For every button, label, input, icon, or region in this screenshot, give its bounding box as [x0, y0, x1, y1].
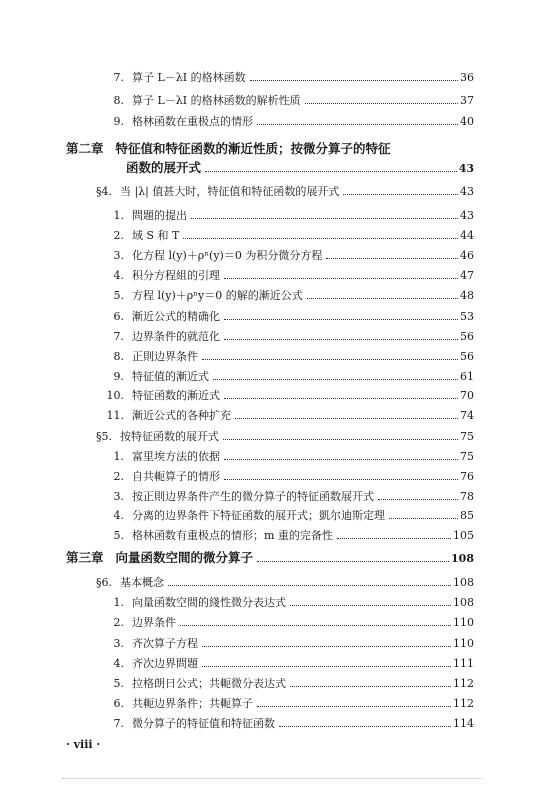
page-number: 108	[453, 596, 474, 609]
entry-title: 算子 L－λI 的格林函数的解析性质	[132, 94, 301, 107]
entry-number: 3.	[113, 490, 124, 503]
toc-entry	[96, 449, 474, 465]
entry-title: 向量函数空間的微分算子	[115, 550, 254, 565]
toc-entry	[96, 268, 474, 284]
page-number: 110	[453, 637, 474, 650]
page-number: 43	[460, 185, 474, 198]
dot-leader	[337, 538, 451, 539]
entry-title: 算子 L－λI 的格林函数	[132, 71, 246, 84]
entry-number: 1.	[113, 209, 124, 222]
dot-leader	[224, 459, 458, 460]
dot-leader	[257, 706, 451, 707]
entry-number: 1.	[113, 596, 124, 609]
entry-title: 向量函数空間的綫性微分表达式	[132, 596, 286, 609]
page-number: 56	[460, 350, 474, 363]
entry-title: 漸近公式的精确化	[132, 310, 220, 323]
toc-entry	[96, 615, 474, 631]
toc-entry	[96, 716, 474, 732]
page-number: 114	[453, 717, 474, 730]
page-number: 75	[460, 430, 474, 443]
dot-leader	[279, 726, 451, 727]
entry-number: 6.	[113, 310, 124, 323]
dot-leader	[326, 258, 458, 259]
dot-leader	[183, 238, 458, 239]
toc-entry	[96, 636, 474, 652]
toc-entry	[96, 508, 474, 524]
entry-title: 方程 l(y)＋ρⁿy＝0 的解的漸近公式	[132, 289, 303, 302]
entry-number: 8.	[113, 350, 124, 363]
entry-title: 分离的边界条件下特征函数的展开式；凱尔迪斯定理	[132, 509, 385, 522]
entry-number: 8.	[113, 94, 124, 107]
dot-leader	[168, 585, 451, 586]
toc-entry	[96, 70, 474, 86]
entry-title: 富里埃方法的依据	[132, 450, 220, 463]
page-number: 110	[453, 616, 474, 629]
page-number: 85	[460, 509, 474, 522]
dot-leader	[389, 518, 458, 519]
entry-number: 5.	[113, 677, 124, 690]
entry-number: 5.	[113, 529, 124, 542]
page-number: 112	[453, 677, 474, 690]
toc-entry	[96, 528, 474, 544]
entry-title: 齐次边界問題	[132, 657, 198, 670]
chapter-number: 第三章	[66, 550, 104, 565]
toc-entry	[96, 676, 474, 692]
toc-entry	[88, 184, 474, 200]
entry-title: 問題的提出	[132, 209, 187, 222]
dot-leader	[224, 319, 458, 320]
toc-entry	[96, 656, 474, 672]
entry-title: 齐次算子方程	[132, 637, 198, 650]
entry-number: 9.	[113, 370, 124, 383]
page-number: 70	[460, 389, 474, 402]
dot-leader	[257, 561, 449, 562]
toc-chapter-entry	[66, 550, 474, 566]
entry-number: 10.	[106, 389, 124, 402]
entry-number: 6.	[113, 697, 124, 710]
dot-leader	[257, 124, 458, 125]
page-number: 46	[460, 249, 474, 262]
toc-entry	[96, 696, 474, 712]
dot-leader	[224, 479, 458, 480]
toc-entry	[96, 489, 474, 505]
toc-entry	[88, 429, 474, 445]
page-number: 111	[453, 657, 474, 670]
entry-number: 7.	[113, 330, 124, 343]
toc-chapter-entry	[66, 141, 474, 157]
toc-entry	[96, 309, 474, 325]
dot-leader	[202, 646, 451, 647]
entry-number: §4.	[96, 185, 112, 198]
entry-number: 4.	[113, 269, 124, 282]
toc-entry	[96, 93, 474, 109]
dot-leader	[224, 339, 458, 340]
entry-title: 当 |λ| 值甚大时，特征值和特征函数的展开式	[120, 185, 340, 198]
entry-title: 边界条件的就范化	[132, 330, 220, 343]
entry-title: 正則边界条件	[132, 350, 198, 363]
toc-entry	[96, 469, 474, 485]
chapter-number: 第二章	[66, 141, 104, 156]
toc-entry	[96, 408, 474, 424]
page-number: 78	[460, 490, 474, 503]
toc-entry	[96, 329, 474, 345]
page-number: 61	[460, 370, 474, 383]
toc-entry	[96, 248, 474, 264]
entry-title: 共軛边界条件；共軛算子	[132, 697, 253, 710]
page-number: 75	[460, 450, 474, 463]
entry-number: 2.	[113, 470, 124, 483]
dot-leader	[290, 686, 451, 687]
page-footer: · viii ·	[66, 738, 101, 751]
toc-entry	[96, 388, 474, 404]
entry-title: 格林函数有重极点的情形；m 重的完备性	[132, 529, 333, 542]
page-number: 43	[458, 162, 474, 175]
entry-number: 4.	[113, 657, 124, 670]
page-number: 108	[451, 552, 474, 565]
entry-number: 2.	[113, 229, 124, 242]
entry-number: §6.	[96, 576, 112, 589]
toc-entry	[96, 208, 474, 224]
page-number: 74	[460, 409, 474, 422]
page-number: 48	[460, 289, 474, 302]
toc-entry	[96, 288, 474, 304]
entry-number: 4.	[113, 509, 124, 522]
entry-number: 3.	[113, 249, 124, 262]
page-number: 44	[460, 229, 474, 242]
entry-title: 特征值和特征函数的漸近性质；按微分算子的特征	[115, 141, 391, 156]
entry-title: 格林函数在重极点的情形	[132, 115, 253, 128]
entry-title: 域 S 和 T	[132, 229, 180, 242]
entry-title: 按正則边界条件产生的微分算子的特征函数展开式	[132, 490, 374, 503]
entry-number: 7.	[113, 717, 124, 730]
page-number: 53	[460, 310, 474, 323]
dot-leader	[205, 171, 457, 172]
dot-leader	[223, 439, 458, 440]
dot-leader	[224, 278, 458, 279]
dot-leader	[235, 418, 458, 419]
toc-entry	[96, 369, 474, 385]
page-number: 76	[460, 470, 474, 483]
entry-number: 1.	[113, 450, 124, 463]
entry-number: 9.	[113, 115, 124, 128]
entry-title: 积分方程組的引理	[132, 269, 220, 282]
scan-artifact-line	[62, 778, 482, 779]
page-number: 37	[460, 94, 474, 107]
page-number: 105	[453, 529, 474, 542]
entry-title: 微分算子的特征值和特征函数	[132, 717, 275, 730]
entry-title: 化方程 l(y)＋ρⁿ(y)＝0 为积分微分方程	[132, 249, 323, 262]
page-number: 56	[460, 330, 474, 343]
entry-number: 2.	[113, 616, 124, 629]
page-number: 47	[460, 269, 474, 282]
entry-number: 11.	[106, 409, 124, 422]
dot-leader	[213, 379, 458, 380]
entry-title: 函数的展开式	[126, 160, 202, 175]
dot-leader	[307, 298, 458, 299]
page-number: 43	[460, 209, 474, 222]
toc-entry	[126, 160, 474, 176]
toc-entry	[88, 575, 474, 591]
toc-entry	[96, 228, 474, 244]
entry-title: 基本概念	[120, 576, 164, 589]
dot-leader	[202, 666, 451, 667]
dot-leader	[191, 218, 458, 219]
entry-title: 特征值的漸近式	[132, 370, 209, 383]
dot-leader	[305, 103, 458, 104]
dot-leader	[180, 625, 451, 626]
page-number: 36	[460, 71, 474, 84]
dot-leader	[290, 605, 451, 606]
dot-leader	[343, 194, 458, 195]
dot-leader	[224, 398, 458, 399]
dot-leader	[250, 80, 458, 81]
entry-title: 按特征函数的展开式	[120, 430, 219, 443]
page-number: 108	[453, 576, 474, 589]
entry-number: §5.	[96, 430, 112, 443]
entry-title: 边界条件	[132, 616, 176, 629]
dot-leader	[378, 499, 458, 500]
entry-number: 3.	[113, 637, 124, 650]
entry-title: 拉格朗日公式；共軛微分表达式	[132, 677, 286, 690]
page-number: 40	[460, 115, 474, 128]
entry-number: 5.	[113, 289, 124, 302]
toc-entry	[96, 349, 474, 365]
toc-entry	[96, 114, 474, 130]
page-number: 112	[453, 697, 474, 710]
entry-title: 特征函数的漸近式	[132, 389, 220, 402]
toc-entry	[96, 595, 474, 611]
entry-title: 漸近公式的各种扩充	[132, 409, 231, 422]
entry-number: 7.	[113, 71, 124, 84]
entry-title: 自共軛算子的情形	[132, 470, 220, 483]
dot-leader	[202, 359, 458, 360]
